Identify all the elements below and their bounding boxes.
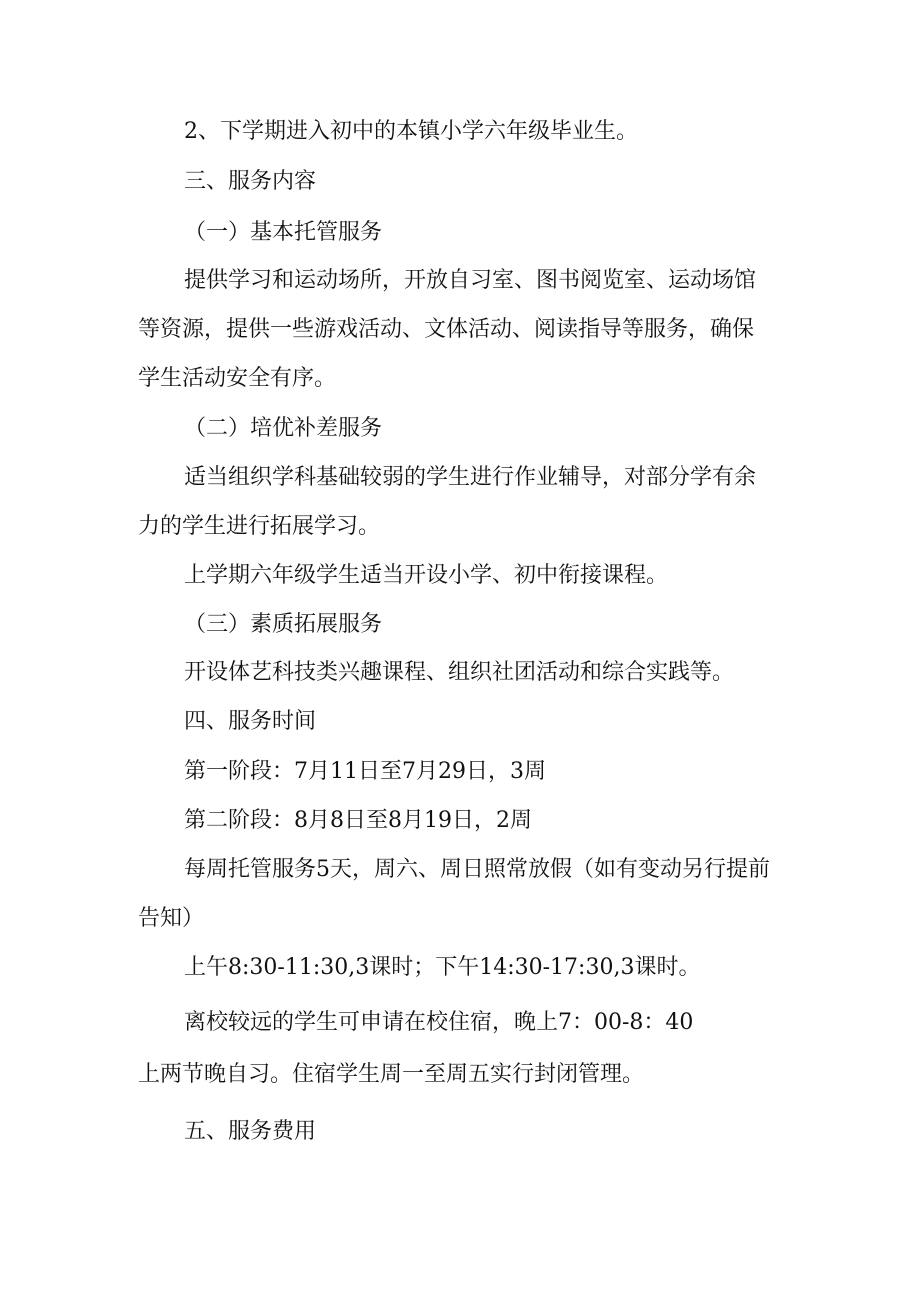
document-line: 力的学生进行拓展学习。 [138,514,381,539]
document-line: 上学期六年级学生适当开设小学、初中衔接课程。 [184,563,669,588]
document-line: 2、下学期进入初中的本镇小学六年级毕业生。 [184,119,638,144]
document-line: 离校较远的学生可申请在校住宿，晚上7：00-8：40 [184,1010,694,1035]
document-line: 上两节晚自习。住宿学生周一至周五实行封闭管理。 [138,1062,645,1087]
document-line: 开设体艺科技类兴趣课程、组织社团活动和综合实践等。 [184,660,735,685]
document-line: 等资源，提供一些游戏活动、文体活动、阅读指导等服务，确保 [138,317,755,342]
subsection-heading: （三）素质拓展服务 [184,612,383,637]
subsection-heading: （一）基本托管服务 [184,220,383,245]
document-line: 学生活动安全有序。 [138,366,337,391]
section-heading: 五、服务费用 [184,1119,317,1144]
section-heading: 三、服务内容 [184,169,317,194]
schedule-line: 第一阶段：7月11日至7月29日，3周 [184,759,546,784]
document-line: 适当组织学科基础较弱的学生进行作业辅导，对部分学有余 [184,465,757,490]
section-heading: 四、服务时间 [184,709,317,734]
document-line: 提供学习和运动场所，开放自习室、图书阅览室、运动场馆 [184,268,757,293]
schedule-line: 第二阶段：8月8日至8月19日，2周 [184,808,532,833]
schedule-line: 上午8:30-11:30,3课时；下午14:30-17:30,3课时。 [184,955,701,980]
subsection-heading: （二）培优补差服务 [184,416,383,441]
document-line: 告知） [138,906,205,931]
document-line: 每周托管服务5天，周六、周日照常放假（如有变动另行提前 [184,857,770,882]
